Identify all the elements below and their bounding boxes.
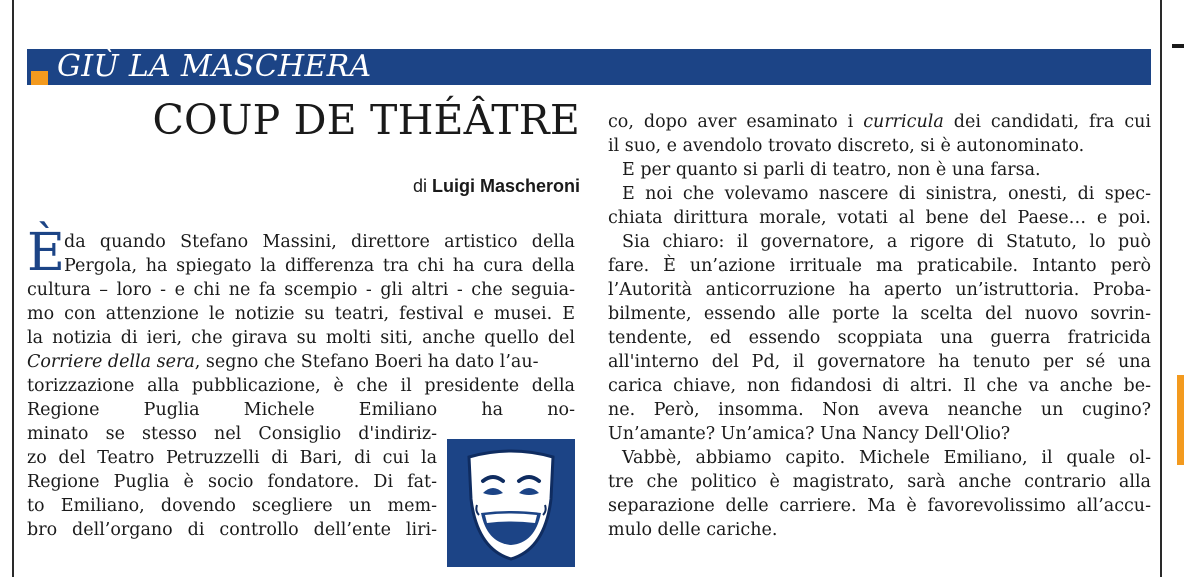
page-border-left bbox=[12, 0, 14, 577]
col1-line: cultura – loro - e chi ne fa scempio - gli altri - che seguia- bbox=[27, 280, 575, 300]
col1-line: to Emiliano, dovendo scegliere un mem- bbox=[27, 496, 437, 516]
section-banner bbox=[27, 49, 1151, 85]
author-name: Luigi Mascheroni bbox=[431, 176, 580, 196]
adjacent-column-edge bbox=[1172, 44, 1184, 48]
theatre-mask-illustration bbox=[447, 439, 575, 567]
col1-line: bro dell’organo di controllo dell’ente liri- bbox=[27, 520, 437, 540]
col2-line: E noi che volevamo nascere di sinistra, onesti, di spec- bbox=[622, 184, 1151, 204]
newspaper-name: Corriere della sera bbox=[27, 352, 195, 372]
col2-line: il suo, e avendolo trovato discreto, si è autonominato. bbox=[608, 136, 1085, 156]
col2-line: all'interno del Pd, il governatore ha tenuto per sé una bbox=[608, 352, 1151, 372]
col1-line: torizzazione alla pubblicazione, è che il presidente della bbox=[27, 376, 575, 396]
drop-cap: È bbox=[27, 223, 65, 283]
col1-line: zo del Teatro Petruzzelli di Bari, di cui la bbox=[27, 448, 437, 468]
col1-line bbox=[27, 350, 575, 374]
col1-line: mo con attenzione le notizie su teatri, festival e musei. E bbox=[27, 304, 575, 324]
byline bbox=[300, 174, 580, 198]
col2-line: separazione delle carriere. Ma è favorevolissimo all’accu- bbox=[608, 496, 1151, 516]
col2-line: mulo delle cariche. bbox=[608, 520, 778, 540]
col2-line: Sia chiaro: il governatore, a rigore di Statuto, lo può bbox=[622, 232, 1151, 252]
col2-line: tendente, ed essendo scoppiata una guerra fratricida bbox=[608, 328, 1151, 348]
col1-line: la notizia di ieri, che girava su molti siti, anche quello del bbox=[27, 328, 575, 348]
col1-line: da quando Stefano Massini, direttore artistico della bbox=[64, 232, 575, 252]
col2-line: fare. È un’azione irrituale ma praticabile. Intanto però bbox=[608, 256, 1151, 276]
col2-line: Vabbè, abbiamo capito. Michele Emiliano, il quale ol- bbox=[622, 448, 1151, 468]
col2-line: Un’amante? Un’amica? Una Nancy Dell'Olio? bbox=[608, 424, 1011, 444]
col2-line: carica chiave, non fidandosi di altri. Il che va anche be- bbox=[608, 376, 1151, 396]
col2-line: chiata dirittura morale, votati al bene del Paese… e poi. bbox=[608, 208, 1151, 228]
byline-prefix: di bbox=[412, 176, 427, 196]
col2-line-start: co, dopo aver esaminato i bbox=[608, 112, 864, 132]
section-title: GIÙ LA MASCHERA bbox=[57, 49, 372, 84]
col2-line: E per quanto si parli di teatro, non è una farsa. bbox=[622, 160, 1041, 180]
col2-line-end: dei candidati, fra cui bbox=[943, 112, 1151, 132]
italic-term: curricula bbox=[863, 112, 944, 132]
col1-line: Pergola, ha spiegato la differenza tra chi ha cura della bbox=[64, 256, 575, 276]
col1-line: Regione Puglia Michele Emiliano ha no- bbox=[27, 400, 575, 420]
col2-line: ne. Però, insomma. Non aveva neanche un cugino? bbox=[608, 400, 1151, 420]
col1-line: Regione Puglia è socio fondatore. Di fat- bbox=[27, 472, 437, 492]
col1-line-rest: , segno che Stefano Boeri ha dato l’au- bbox=[194, 352, 539, 372]
adjacent-orange-strip bbox=[1177, 375, 1184, 465]
col2-line bbox=[608, 110, 1151, 134]
page-border-right bbox=[1160, 0, 1162, 577]
col2-line: tre che politico è magistrato, sarà anche contrario alla bbox=[608, 472, 1151, 492]
col2-line: bilmente, essendo alle porte la scelta del nuovo sovrin- bbox=[608, 304, 1151, 324]
article-headline: COUP DE THÉÂTRE bbox=[152, 96, 580, 144]
orange-square-icon bbox=[31, 71, 48, 85]
col2-line: l’Autorità anticorruzione ha aperto un’istruttoria. Proba- bbox=[608, 280, 1151, 300]
col1-line: minato se stesso nel Consiglio d'indiriz- bbox=[27, 424, 437, 444]
comedy-mask-icon bbox=[447, 439, 575, 567]
